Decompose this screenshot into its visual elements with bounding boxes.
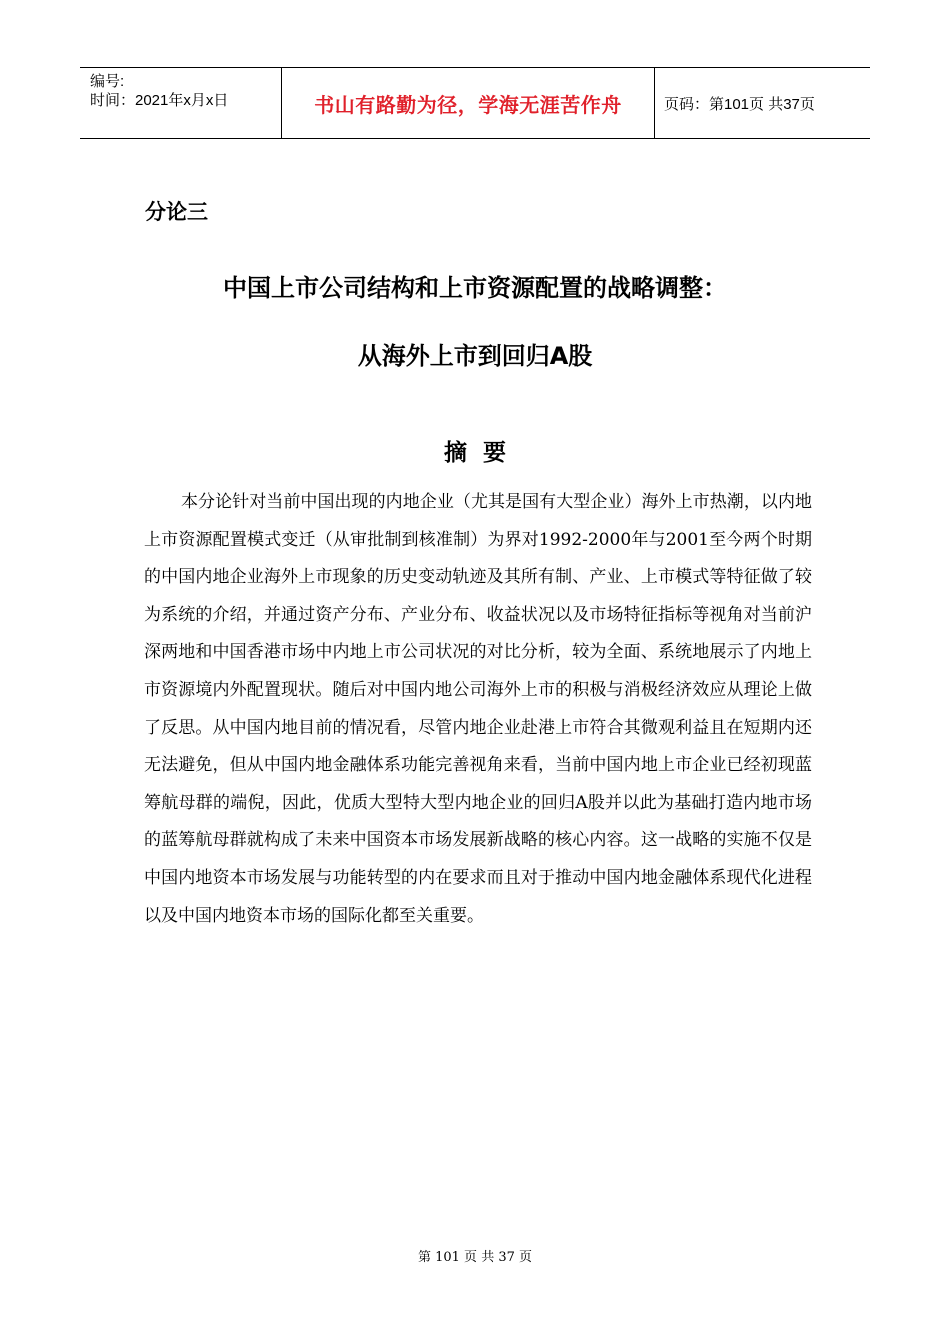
- document-title-line-1: 中国上市公司结构和上市资源配置的战略调整：: [223, 274, 727, 302]
- abstract-body: 本分论针对当前中国出现的内地企业（尤其是国有大型企业）海外上市热潮，以内地上市资源配置模式变迁（从审批制到核准制）为界对1992-2000年与2001至今两个时期的中国内地企业海外上市现象的历史变动轨迹及其所有制、产业、上市模式等特征做了较为系统的介绍，并通过资产分布、产业分布、收益状况以及市场特征指标等视角对当前沪深两地和中国香港市场中内地上市公司状况的对比分析，较为全面、系统地展示了内地上市资源境内外配置现状。随后对中国内地公司海外上市的积极与消极经济效应从理论上做了反思。从中国内地目前的情况看，尽管内地企业赴港上市符合其微观利益且在短期内还无法避免，但从中国内地金融体系功能完善视角来看，当前中国内地上市企业已经初现蓝筹航母群的端倪，因此，优质大型特大型内地企业的回归A股并以此为基础打造内地市场的蓝筹航母群就构成了未来中国资本市场发展新战略的核心内容。这一战略的实施不仅是中国内地资本市场发展与功能转型的内在要求而且对于推动中国内地金融体系现代化进程以及中国内地资本市场的国际化都至关重要。: [144, 492, 812, 926]
- section-label: 分论三: [145, 200, 208, 224]
- header-motto-cell: [282, 68, 655, 138]
- header-motto: 书山有路勤为径，学海无涯苦作舟: [314, 92, 622, 117]
- header-page-code: 页码：第101页 共37页: [664, 95, 815, 113]
- abstract-heading-text: 摘 要: [443, 440, 506, 466]
- document-number-label: 编号:: [90, 73, 125, 90]
- page-footer: 第 101 页 共 37 页: [417, 1250, 533, 1265]
- header-page-cell: [655, 68, 870, 138]
- page-header: [80, 67, 870, 139]
- header-info-cell: [80, 68, 282, 138]
- document-time-label: 时间：2021年x月x日: [90, 92, 229, 109]
- document-title-line-2: 从海外上市到回归A股: [357, 342, 593, 370]
- abstract-heading: [0, 434, 950, 467]
